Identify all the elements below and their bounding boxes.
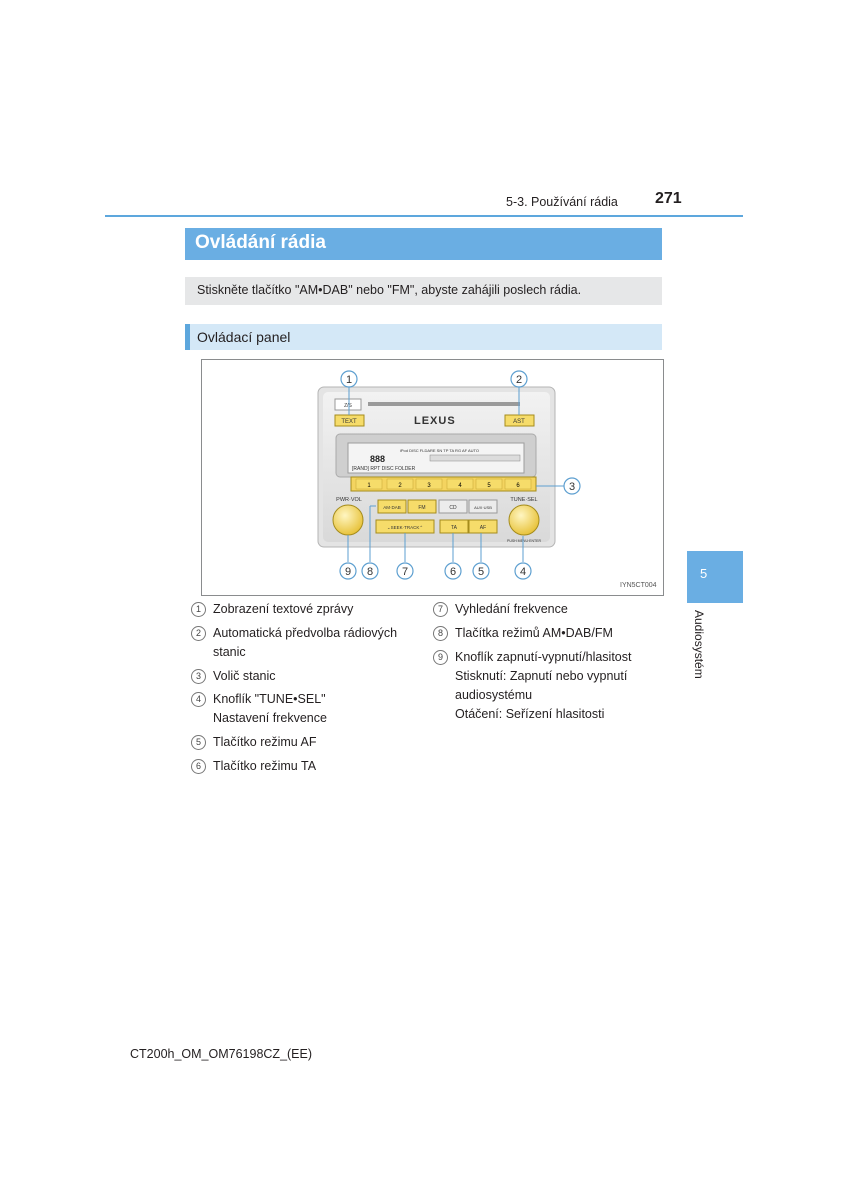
callout-number-8: 8 xyxy=(366,566,374,578)
legend-text: Knoflík "TUNE•SEL" xyxy=(213,692,326,706)
legend-item-6 xyxy=(191,757,316,776)
legend-text: Knoflík zapnutí-vypnutí/hlasitost xyxy=(455,650,632,664)
aux-usb-label: AUX·USB xyxy=(474,505,492,510)
legend-number: 1 xyxy=(191,602,206,617)
page-title: Ovládání rádia xyxy=(195,232,326,253)
ast-button-label: AST xyxy=(513,419,525,425)
legend-number: 6 xyxy=(191,759,206,774)
tune-sel-label: TUNE·SEL xyxy=(510,497,538,503)
preset-label-4: 4 xyxy=(458,483,462,489)
preset-label-5: 5 xyxy=(487,483,491,489)
legend-number: 5 xyxy=(191,735,206,750)
callout-number-9: 9 xyxy=(344,566,352,578)
legend-number: 2 xyxy=(191,626,206,641)
legend-number: 4 xyxy=(191,692,206,707)
pwr-vol-label: PWR·VOL xyxy=(336,497,362,503)
legend-text: Volič stanic xyxy=(213,669,276,683)
legend-item-3 xyxy=(191,667,276,686)
pwr-vol-knob xyxy=(333,505,363,535)
callout-number-5: 5 xyxy=(477,566,485,578)
footer-code: CT200h_OM_OM76198CZ_(EE) xyxy=(130,1047,313,1061)
chapter-number: 5 xyxy=(700,566,708,581)
cd-label: CD xyxy=(449,505,457,511)
callout-number-4: 4 xyxy=(519,566,527,578)
callout-number-6: 6 xyxy=(449,566,457,578)
legend-subtext: Otáčení: Seřízení hlasitosti xyxy=(455,707,605,721)
display-digits: 888 xyxy=(370,454,386,464)
legend-text: Tlačítko režimu AF xyxy=(213,735,317,749)
section-title: 5-3. Používání rádia xyxy=(506,195,618,209)
legend-number: 8 xyxy=(433,626,448,641)
am-dab-label: AM·DAB xyxy=(383,505,401,510)
tune-sel-knob xyxy=(509,505,539,535)
ta-label: TA xyxy=(450,525,458,531)
radio-panel-illustration xyxy=(202,360,663,595)
preset-label-3: 3 xyxy=(427,483,431,489)
page-title-bar xyxy=(185,228,662,260)
legend-number: 9 xyxy=(433,650,448,665)
chapter-label: Audiosystém xyxy=(692,610,706,679)
instruction-box xyxy=(185,277,662,305)
legend-item-1 xyxy=(191,600,353,619)
legend-item-9 xyxy=(433,648,663,724)
display-mode-line: [RAND] RPT DISC FOLDER xyxy=(352,466,416,472)
header-rule xyxy=(105,215,743,217)
legend-text: Automatická předvolba rádiových stanic xyxy=(213,626,398,659)
brand-logo: LEXUS xyxy=(414,415,456,427)
preset-label-6: 6 xyxy=(516,483,520,489)
legend-text: Tlačítka režimů AM•DAB/FM xyxy=(455,626,613,640)
subtitle-accent xyxy=(185,324,190,350)
push-menu-label: PUSH MENU·ENTER xyxy=(506,539,542,543)
subtitle-bar xyxy=(185,324,662,350)
legend-item-5 xyxy=(191,733,317,752)
figure-code: IYN5CT004 xyxy=(620,582,657,589)
legend-item-7 xyxy=(433,600,568,619)
legend-subtext: Nastavení frekvence xyxy=(213,711,327,725)
legend-text: Zobrazení textové zprávy xyxy=(213,602,354,616)
display-status-line: iPod DISC FLDARE SN TP TA RG AF AUTO xyxy=(400,448,479,453)
legend-text: Vyhledání frekvence xyxy=(455,602,568,616)
legend-number: 7 xyxy=(433,602,448,617)
instruction-text: Stiskněte tlačítko "AM•DAB" nebo "FM", abyste zahájili poslech rádia. xyxy=(197,283,582,297)
legend-text: Tlačítko režimu TA xyxy=(213,759,317,773)
preset-label-1: 1 xyxy=(367,483,371,489)
af-label: AF xyxy=(479,525,487,531)
legend-item-8 xyxy=(433,624,613,643)
legend-number: 3 xyxy=(191,669,206,684)
text-button-label: TEXT xyxy=(341,419,357,425)
fm-label: FM xyxy=(418,505,426,511)
preset-label-2: 2 xyxy=(398,483,402,489)
chapter-tab xyxy=(687,551,743,603)
legend-subtext: Stisknutí: Zapnutí nebo vypnutí audiosystému xyxy=(455,669,628,702)
seek-track-label: ⌄SEEK·TRACK⌃ xyxy=(386,525,424,530)
page-number: 271 xyxy=(655,190,682,207)
cd-eject-label: Z/S xyxy=(344,403,352,409)
subtitle: Ovládací panel xyxy=(197,329,291,345)
callout-number-3: 3 xyxy=(568,481,576,493)
callout-number-7: 7 xyxy=(401,566,409,578)
display-frequency-bar xyxy=(430,455,520,461)
cd-slot xyxy=(368,402,520,406)
legend-item-2 xyxy=(191,624,421,662)
control-panel-figure xyxy=(201,359,664,596)
callout-number-2: 2 xyxy=(515,374,523,386)
callout-number-1: 1 xyxy=(345,374,353,386)
legend-item-4 xyxy=(191,690,327,728)
